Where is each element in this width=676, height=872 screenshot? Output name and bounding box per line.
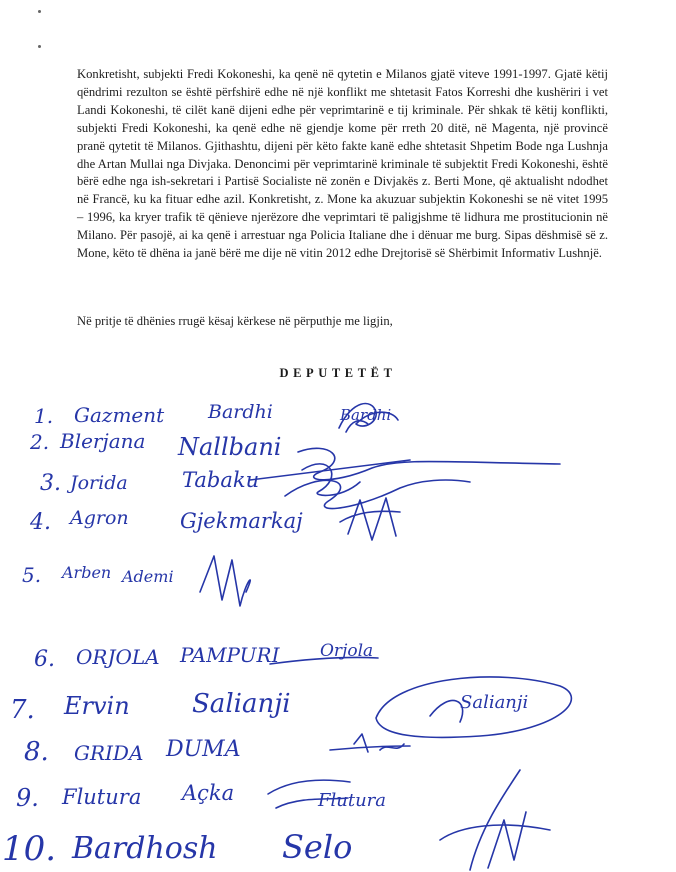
signature-last-name: Nallbani (178, 433, 282, 461)
signature-number: 7. (10, 695, 35, 725)
signature-row-8 (24, 737, 241, 767)
signature-last-name: Selo (282, 828, 353, 866)
signature-scribble-text: Salianji (460, 692, 529, 713)
signature-first-name: Arben (62, 563, 112, 582)
signature-row-3 (40, 468, 259, 496)
body-paragraph-text: Konkretisht, subjekti Fredi Kokoneshi, ka qenë në qytetin e Milanos gjatë viteve 1991-1997. Gjatë këtij qëndrimi rezulton se është përfshirë edhe në një konflikt me shtetasit Fatos Korreshi dhe kushëriri i vet Landi Kokoneshi, të cilët kanë dijeni edhe për veprimtarinë e tij kriminale. Për shkak të këtij konflikti, subjekti Fredi Kokoneshi, ka qenë edhe në gjendje kome për rreth 20 ditë, në Magenta, një provincë pranë qytetit të Milanos. Gjithashtu, dijeni për këto fakte kanë edhe shtetasit Shpetim Bode nga Lushnja dhe Artan Mullai nga Divjaka. Denoncimi për veprimtarinë kriminale të subjektit Fredi Kokoneshi, është bërë edhe nga ish-sekretari i Partisë Socialiste në zonën e Divjakës z. Berti Mone, që aktualisht ndodhet në Francë, ku ka fituar edhe azil. Konkretisht, z. Mone ka akuzuar subjektin Kokoneshi se në vitet 1995 – 1996, ka kryer trafik të qënieve njerëzore dhe veprimtari të paligjshme të lidhura me prostitucionin në Milano. Për pasojë, ai ka qenë i arrestuar nga Policia Italiane dhe i dënuar me burg. Sipas dëshmisë së z. Mone, këto të dhëna ia janë bërë me dije në vitin 2012 edhe Drejtorisë së Shërbimit Informativ Lushnjë. (77, 67, 608, 261)
signature-number: 8. (24, 737, 49, 767)
signature-first-name: Gazment (74, 403, 165, 427)
signature-first-name: Bardhosh (72, 831, 218, 866)
signature-last-name: PAMPURI (180, 643, 280, 667)
signature-last-name: DUMA (166, 737, 241, 762)
signature-first-name: ORJOLA (76, 645, 160, 669)
signature-row-2 (29, 429, 281, 461)
signature-first-name: Jorida (70, 472, 128, 494)
signature-number: 3. (40, 471, 61, 496)
signature-row-6 (34, 641, 373, 672)
signature-number: 10. (2, 829, 57, 869)
signature-first-name: GRIDA (74, 741, 144, 765)
signature-first-name: Agron (70, 507, 129, 529)
closing-line: Në pritje të dhënies rrugë kësaj kërkese në përputhje me ligjin, (77, 314, 393, 328)
signature-number: 2. (30, 430, 50, 454)
signature-row-7 (10, 689, 528, 725)
signature-last-name: Açka (182, 781, 235, 805)
signature-first-name: Blerjana (60, 429, 146, 453)
signature-first-name: Ervin (64, 692, 130, 720)
signature-row-5 (22, 563, 174, 587)
signature-last-name: Bardhi (208, 401, 273, 423)
signature-scribble-text: Flutura (318, 790, 387, 811)
signature-number: 4. (30, 510, 51, 535)
signature-number: 9. (16, 784, 39, 812)
signature-last-name: Tabaku (182, 468, 260, 492)
signature-number: 5. (22, 563, 42, 587)
signature-row-4 (29, 507, 303, 535)
signature-scribble-text: Bardhi (340, 406, 392, 424)
signature-last-name: Salianji (192, 689, 291, 719)
signature-last-name: Ademi (122, 567, 174, 586)
signature-number: 6. (34, 647, 55, 672)
signature-number: 1. (34, 404, 54, 428)
signature-row-1 (34, 401, 391, 428)
signature-last-name: Gjekmarkaj (180, 509, 303, 533)
signature-row-10 (2, 828, 352, 869)
signatories-heading: DEPUTETËT (279, 366, 397, 380)
signature-first-name: Flutura (62, 785, 142, 809)
signature-scribble-text: Orjola (320, 641, 374, 661)
signature-row-9 (16, 781, 386, 812)
